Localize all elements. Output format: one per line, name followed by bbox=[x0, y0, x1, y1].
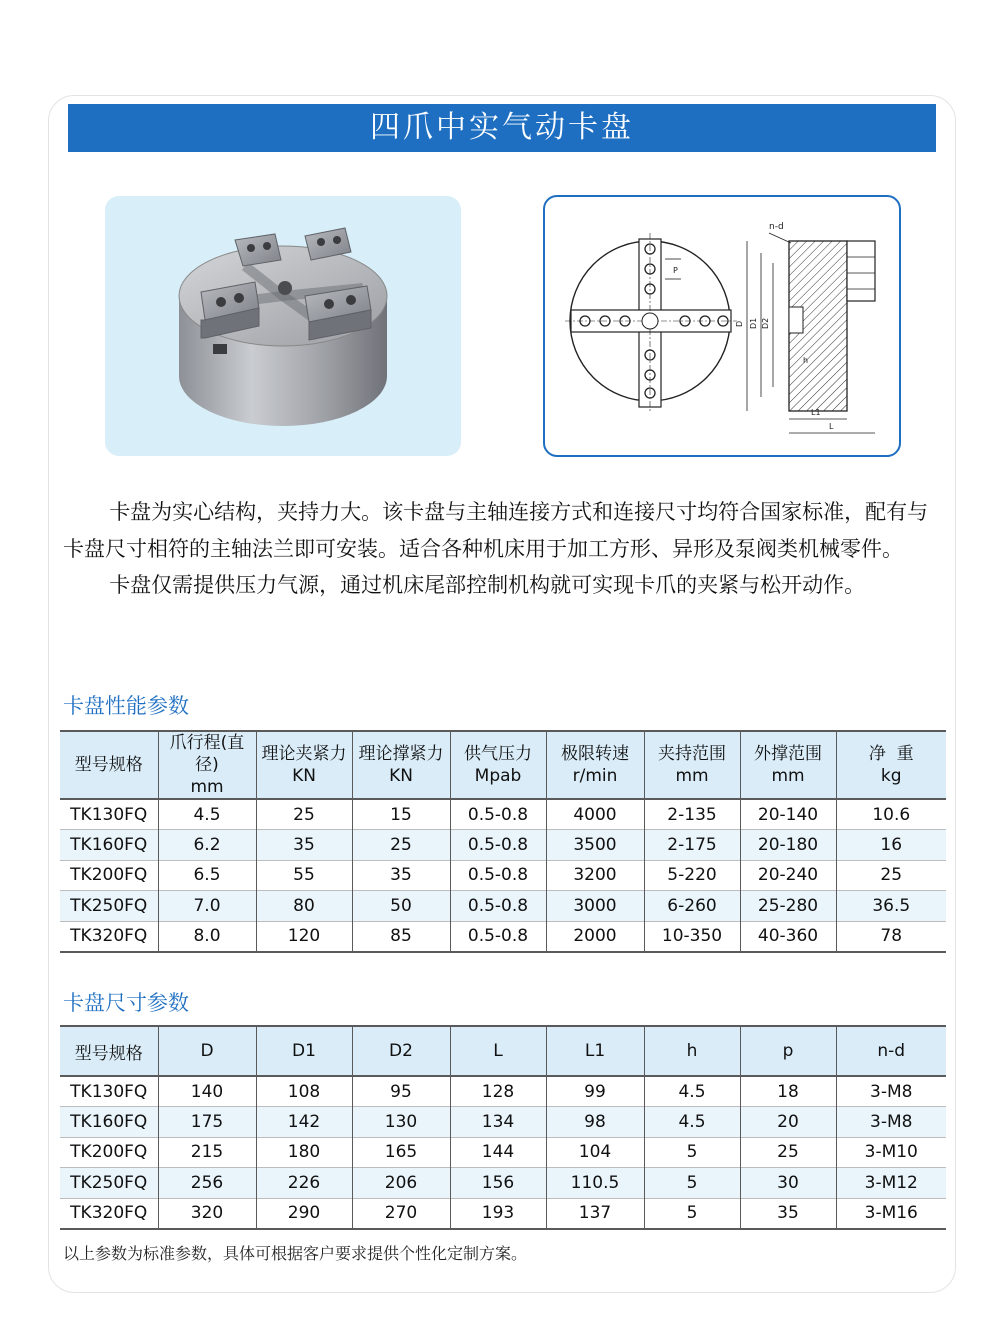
table-cell: TK160FQ bbox=[60, 1107, 158, 1138]
label-p: P bbox=[673, 266, 678, 275]
table-cell: 5 bbox=[644, 1198, 740, 1229]
header-cell: 夹持范围 mm bbox=[644, 731, 740, 799]
table-cell: 25 bbox=[880, 865, 903, 886]
table-cell: 156 bbox=[450, 1168, 546, 1199]
header-cell: D bbox=[158, 1026, 256, 1076]
table-cell: 0.5-0.8 bbox=[450, 799, 546, 830]
footnote: 以上参数为标准参数，具体可根据客户要求提供个性化定制方案。 bbox=[63, 1244, 528, 1263]
table-cell: 3-M12 bbox=[864, 1172, 918, 1193]
table-cell: 80 bbox=[256, 891, 352, 922]
table-cell: 16 bbox=[880, 834, 903, 855]
header-cell: 供气压力 Mpab bbox=[450, 731, 546, 799]
table-cell: TK250FQ bbox=[60, 1168, 158, 1199]
table-cell: 50 bbox=[352, 891, 450, 922]
technical-drawing bbox=[543, 195, 901, 457]
table-cell: 215 bbox=[158, 1137, 256, 1168]
table-cell: 134 bbox=[450, 1107, 546, 1138]
table-cell: TK200FQ bbox=[60, 860, 158, 891]
table-cell: 226 bbox=[256, 1168, 352, 1199]
table-cell: 10-350 bbox=[644, 921, 740, 952]
table-row bbox=[60, 860, 946, 891]
header-cell: h bbox=[644, 1026, 740, 1076]
intro-paragraph-2: 卡盘仅需提供压力气源，通过机床尾部控制机构就可实现卡爪的夹紧与松开动作。 bbox=[109, 573, 866, 597]
dimensions-header-row bbox=[60, 1026, 946, 1076]
intro-text bbox=[63, 494, 947, 604]
table-cell: 3-M8 bbox=[870, 1081, 913, 1102]
table-cell: 3000 bbox=[546, 891, 644, 922]
table-cell: 5 bbox=[644, 1137, 740, 1168]
intro-paragraph-1: 卡盘为实心结构，夹持力大。该卡盘与主轴连接方式和连接尺寸均符合国家标准，配有与卡盘尺寸相符的主轴法兰即可安装。适合各种机床用于加工方形、异形及泵阀类机械零件。 bbox=[63, 500, 929, 561]
table-cell: 6.2 bbox=[158, 830, 256, 861]
header-cell: n-d bbox=[877, 1041, 906, 1061]
table-cell: 35 bbox=[352, 860, 450, 891]
table-cell: 25 bbox=[256, 799, 352, 830]
table-row bbox=[60, 921, 946, 952]
label-L1: L1 bbox=[811, 408, 821, 417]
table-cell: 137 bbox=[546, 1198, 644, 1229]
table-cell: 98 bbox=[546, 1107, 644, 1138]
table-cell: 35 bbox=[256, 830, 352, 861]
table-cell: 320 bbox=[158, 1198, 256, 1229]
table-row bbox=[60, 1107, 946, 1138]
header-cell: D2 bbox=[352, 1026, 450, 1076]
dimensions-section-title: 卡盘尺寸参数 bbox=[63, 991, 189, 1015]
table-cell: 5-220 bbox=[644, 860, 740, 891]
table-cell: 6-260 bbox=[644, 891, 740, 922]
table-cell: 270 bbox=[352, 1198, 450, 1229]
table-cell: TK320FQ bbox=[60, 1198, 158, 1229]
table-row bbox=[60, 799, 946, 830]
table-cell: 25-280 bbox=[740, 891, 836, 922]
table-cell: 78 bbox=[880, 926, 903, 946]
table-row bbox=[60, 891, 946, 922]
table-cell: 4.5 bbox=[644, 1107, 740, 1138]
table-cell: 256 bbox=[158, 1168, 256, 1199]
table-cell: 206 bbox=[352, 1168, 450, 1199]
table-cell: 0.5-0.8 bbox=[450, 830, 546, 861]
table-cell: 120 bbox=[256, 921, 352, 952]
table-cell: TK320FQ bbox=[60, 921, 158, 952]
table-cell: 108 bbox=[256, 1076, 352, 1107]
table-cell: 0.5-0.8 bbox=[450, 891, 546, 922]
table-cell: 7.0 bbox=[158, 891, 256, 922]
table-cell: 2000 bbox=[546, 921, 644, 952]
header-cell: 理论夹紧力 KN bbox=[256, 731, 352, 799]
table-cell: 10.6 bbox=[872, 804, 911, 825]
header-cell: L1 bbox=[546, 1026, 644, 1076]
table-cell: 4000 bbox=[546, 799, 644, 830]
header-cell: 极限转速 r/min bbox=[546, 731, 644, 799]
table-cell: 20-140 bbox=[740, 799, 836, 830]
label-D2: D2 bbox=[761, 317, 770, 329]
table-cell: 18 bbox=[740, 1076, 836, 1107]
table-cell: 140 bbox=[158, 1076, 256, 1107]
table-cell: 175 bbox=[158, 1107, 256, 1138]
header-cell: 理论撑紧力 KN bbox=[352, 731, 450, 799]
dimensions-table bbox=[60, 1025, 946, 1230]
table-cell: 2-135 bbox=[644, 799, 740, 830]
label-h: h bbox=[803, 356, 809, 365]
table-cell: 142 bbox=[256, 1107, 352, 1138]
table-cell: 25 bbox=[352, 830, 450, 861]
table-cell: 4.5 bbox=[644, 1076, 740, 1107]
performance-header-row bbox=[60, 731, 946, 799]
table-cell: 5 bbox=[644, 1168, 740, 1199]
table-cell: 20-180 bbox=[740, 830, 836, 861]
table-row bbox=[60, 1137, 946, 1168]
label-D: D bbox=[735, 320, 744, 327]
table-cell: 55 bbox=[256, 860, 352, 891]
table-cell: 36.5 bbox=[872, 895, 911, 916]
table-cell: 144 bbox=[450, 1137, 546, 1168]
table-cell: 290 bbox=[256, 1198, 352, 1229]
table-cell: 0.5-0.8 bbox=[450, 860, 546, 891]
table-cell: 3500 bbox=[546, 830, 644, 861]
table-cell: 6.5 bbox=[158, 860, 256, 891]
table-cell: 3200 bbox=[546, 860, 644, 891]
label-D1: D1 bbox=[749, 317, 758, 329]
table-cell: TK130FQ bbox=[60, 799, 158, 830]
table-cell: 104 bbox=[546, 1137, 644, 1168]
label-L: L bbox=[829, 422, 834, 431]
table-cell: 35 bbox=[740, 1198, 836, 1229]
table-cell: 110.5 bbox=[546, 1168, 644, 1199]
header-cell: D1 bbox=[256, 1026, 352, 1076]
table-cell: 30 bbox=[740, 1168, 836, 1199]
table-cell: 20-240 bbox=[740, 860, 836, 891]
table-cell: 4.5 bbox=[158, 799, 256, 830]
table-cell: 8.0 bbox=[158, 921, 256, 952]
product-photo bbox=[105, 196, 461, 456]
table-cell: 130 bbox=[352, 1107, 450, 1138]
table-cell: 25 bbox=[740, 1137, 836, 1168]
table-cell: 3-M16 bbox=[864, 1203, 918, 1223]
table-cell: 3-M10 bbox=[864, 1142, 918, 1163]
table-cell: 180 bbox=[256, 1137, 352, 1168]
header-cell: 净 重 kg bbox=[868, 744, 914, 786]
table-cell: 0.5-0.8 bbox=[450, 921, 546, 952]
label-nd: n-d bbox=[769, 222, 784, 232]
page-title: 四爪中实气动卡盘 bbox=[68, 104, 936, 152]
performance-table bbox=[60, 730, 946, 953]
table-cell: 128 bbox=[450, 1076, 546, 1107]
table-cell: 165 bbox=[352, 1137, 450, 1168]
table-cell: 15 bbox=[352, 799, 450, 830]
table-cell: TK200FQ bbox=[60, 1137, 158, 1168]
header-cell: L bbox=[450, 1026, 546, 1076]
table-cell: 40-360 bbox=[740, 921, 836, 952]
performance-section-title: 卡盘性能参数 bbox=[63, 694, 189, 718]
table-cell: 2-175 bbox=[644, 830, 740, 861]
table-cell: 85 bbox=[352, 921, 450, 952]
table-cell: 95 bbox=[352, 1076, 450, 1107]
table-cell: 20 bbox=[740, 1107, 836, 1138]
table-cell: 193 bbox=[450, 1198, 546, 1229]
table-row bbox=[60, 1168, 946, 1199]
header-cell: 型号规格 bbox=[60, 1026, 158, 1076]
header-cell: 型号规格 bbox=[60, 731, 158, 799]
table-row bbox=[60, 1076, 946, 1107]
table-row bbox=[60, 1198, 946, 1229]
chuck-drawing bbox=[545, 197, 899, 455]
header-cell: 外撑范围 mm bbox=[740, 731, 836, 799]
table-row bbox=[60, 830, 946, 861]
table-cell: TK250FQ bbox=[60, 891, 158, 922]
chuck-image bbox=[105, 196, 461, 456]
table-cell: TK160FQ bbox=[60, 830, 158, 861]
table-cell: 99 bbox=[546, 1076, 644, 1107]
table-cell: TK130FQ bbox=[60, 1076, 158, 1107]
table-cell: 3-M8 bbox=[870, 1111, 913, 1132]
header-cell: 爪行程(直径) mm bbox=[158, 731, 256, 799]
header-cell: p bbox=[740, 1026, 836, 1076]
